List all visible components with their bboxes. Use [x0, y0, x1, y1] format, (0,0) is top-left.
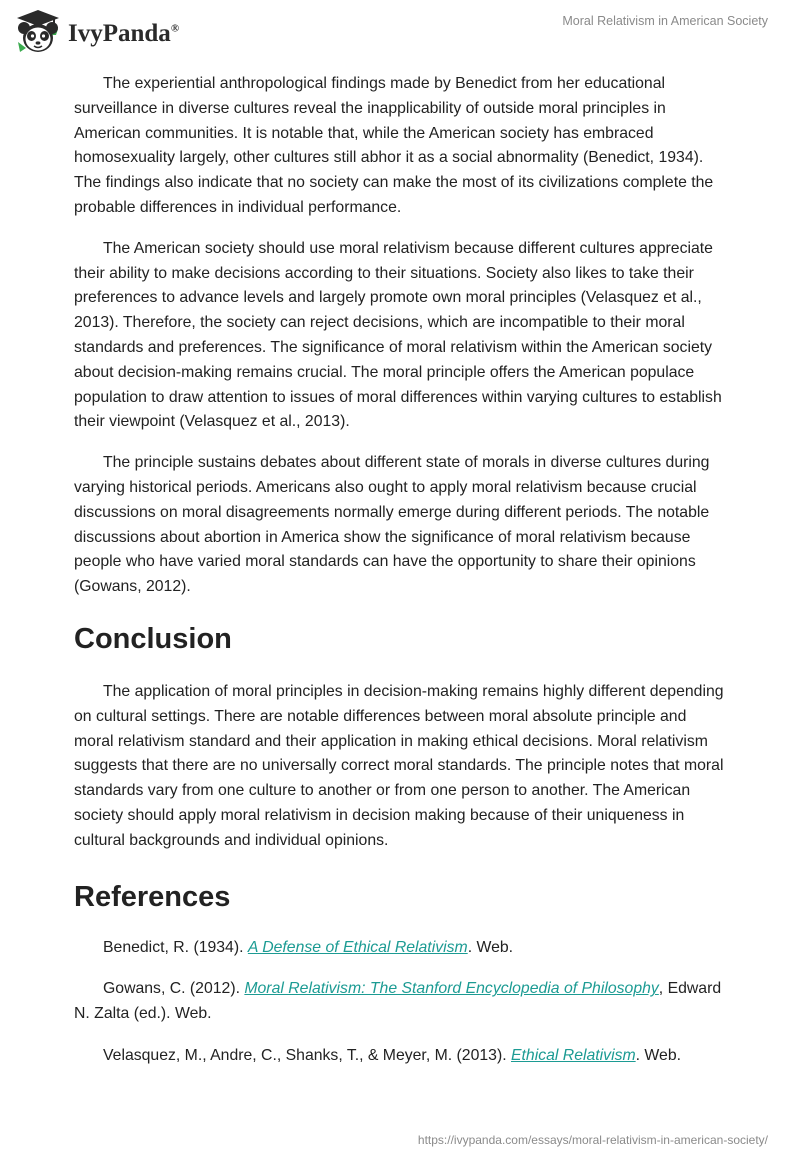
reference-link[interactable]: Moral Relativism: The Stanford Encyclopedia of Philosophy [244, 980, 659, 998]
reference-item [74, 936, 726, 961]
reference-text: Gowans, C. (2012). [103, 980, 245, 998]
reference-link[interactable]: A Defense of Ethical Relativism [247, 938, 468, 956]
reference-text: . Web. [635, 1046, 682, 1064]
footer-url[interactable]: https://ivypanda.com/essays/moral-relativism-in-american-society/ [417, 1133, 768, 1147]
ivypanda-logo[interactable] [14, 8, 179, 56]
panda-graduate-icon [14, 8, 62, 56]
document-title: Moral Relativism in American Society [562, 14, 768, 28]
reference-text: . Web. [467, 938, 514, 956]
reference-text: Velasquez, M., Andre, C., Shanks, T., & Meyer, M. (2013). [103, 1046, 511, 1064]
brand-name [68, 20, 179, 48]
essay-content [74, 72, 726, 1086]
reference-text: , Edward N. Zalta (ed.). Web. [74, 980, 722, 1023]
page-header [0, 0, 800, 62]
reference-item [74, 1044, 726, 1069]
body-paragraph: The principle sustains debates about different state of morals in diverse cultures during varying historical periods. Americans also ought to apply moral relativism because crucial discussions on moral disagreements normally emerge during different periods. The notable discussions about abortion in America show the significance of moral relativism because people who have varied moral standards can have the opportunity to share their opinions (Gowans, 2012). [74, 454, 710, 596]
brand-text: IvyPanda [68, 20, 171, 47]
conclusion-paragraph: The application of moral principles in decision-making remains highly different depending on cultural settings. There are notable differences between moral absolute principle and moral relativism standard and their application in making ethical decisions. Moral relativism suggests that there are no universally correct moral standards. The principle notes that moral standards vary from one culture to another or from one person to another. The American society should apply moral relativism in decision making because of their uniqueness in cultural backgrounds and individual opinions. [74, 682, 724, 849]
conclusion-heading: Conclusion [74, 622, 232, 655]
reference-link[interactable]: Ethical Relativism [510, 1046, 636, 1064]
brand-registered-mark: ® [170, 22, 180, 35]
reference-item [74, 977, 726, 1027]
reference-text: Benedict, R. (1934). [103, 938, 248, 956]
references-heading: References [74, 880, 231, 913]
body-paragraph: The American society should use moral relativism because different cultures appreciate their ability to make decisions according to their situations. Society also likes to take their preferences to advance levels and largely promote own moral principles (Velasquez et al., 2013). Therefore, the society can reject decisions, which are incompatible to their moral standards and preferences. The significance of moral relativism within the American society about decision-making remains crucial. The moral principle offers the American populace population to draw attention to issues of moral differences within varying cultures to establish their viewpoint (Velasquez et al., 2013). [74, 239, 722, 431]
body-paragraph: The experiential anthropological findings made by Benedict from her educational surveillance in diverse cultures reveal the inapplicability of outside moral principles in American communities. It is notable that, while the American society has embraced homosexuality largely, other cultures still abhor it as a social abnormality (Benedict, 1934). The findings also indicate that no society can make the most of its civilizations complete the probable differences in individual performance. [74, 75, 714, 216]
